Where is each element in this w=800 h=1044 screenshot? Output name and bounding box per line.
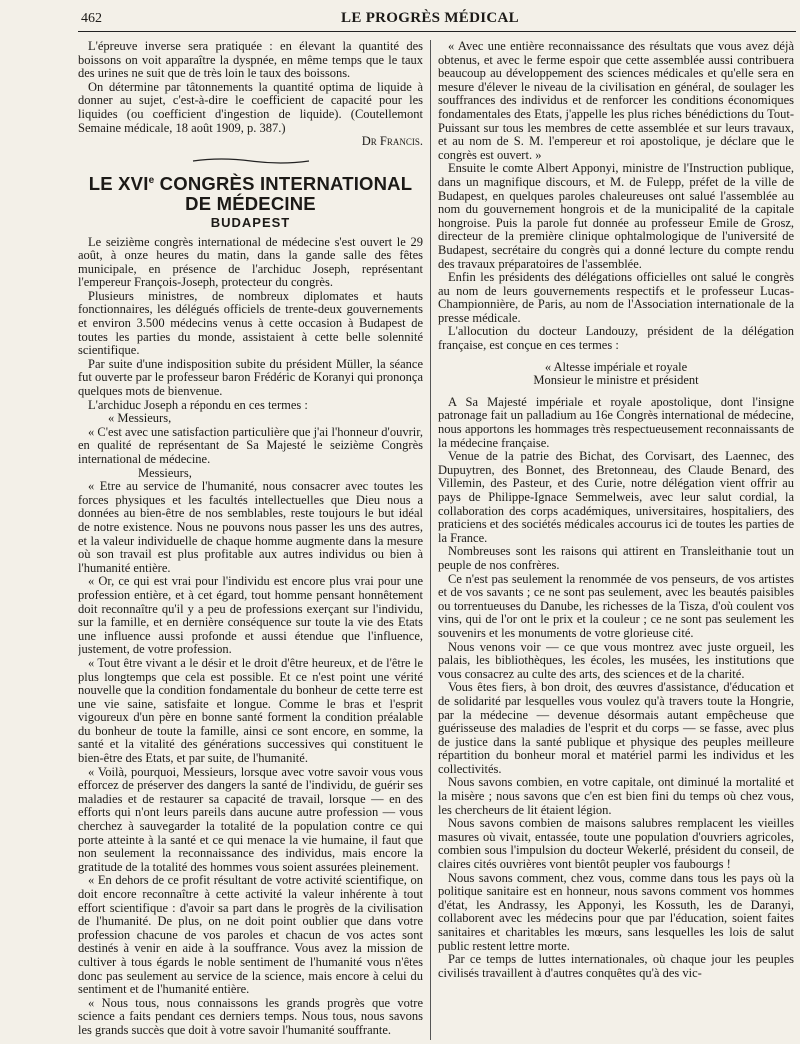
title-rest: CONGRÈS INTERNATIONAL DE MÉDECINE xyxy=(154,172,413,214)
title-ordinal: e xyxy=(148,174,155,186)
speech-paragraph: Ce n'est pas seulement la renommée de vos penseurs, de vos artistes et de vos savants ; ce ne sont pas seulement, avec les beautés paisibles ou torrentueuses du Danube, les richesses de la Tisza, d'où coulent vos vins, qui de l'or ont le prix et la couleur ; ce ne sont pas seulement les souvenirs et les monuments de votre glorieuse cité. xyxy=(438,571,794,640)
speech-paragraph: Nous savons combien de maisons salubres remplacent les vieilles masures où vivait, entassée, toute une population d'ouvriers agricoles, combien sous l'impulsion du docteur Wekerlé, président du conseil, de claires cités ouvrières vont bientôt peupler vos faubourgs ! xyxy=(438,816,794,872)
prev-article-paragraph: On détermine par tâtonnements la quantité optima de liquide à donner au sujet, c'est-à-dire le coefficient de capacité pour les liquides (ou coefficient d'ingestion de liquide). (Coutellemont Semaine médicale, 18 août 1909, p. 387.) xyxy=(78,79,423,135)
article-subtitle: BUDAPEST xyxy=(210,214,291,230)
page-number: 462 xyxy=(81,11,102,26)
article-title xyxy=(78,171,423,214)
speech-paragraph: « Voilà, pourquoi, Messieurs, lorsque avec votre savoir vous vous efforcez de préserver des dangers la santé de l'individu, de guérir ses maladies et de restaurer sa capacité de travail, lorsque — en des efforts qui n'ont leurs pareils dans aucune autre profession — vous cherchez à sauvegarder la totalité de la population contre ce qui porte atteinte à la santé et ce qui menace la vie humaine, il faut que non seulement la reconnaissance des individus, mais encore la gratitude de la totalité des hommes vous soient assurées pleinement. xyxy=(78,764,423,874)
speech-paragraph: Nous savons comment, chez vous, comme dans tous les pays où la politique sanitaire est en honneur, nous savons comment vos hommes d'état, les Andrassy, les Apponyi, les Kossuth, les de Daranyi, collaborent avec les médecins pour que par l'éducation, soient faites sanitaires et charitables les mœurs, sans lesquelles les lois de salut public restent lettre morte. xyxy=(438,870,794,953)
article-paragraph: Ensuite le comte Albert Apponyi, ministre de l'Instruction publique, dans un magnifique discours, et M. de Fulepp, préfet de la ville de Budapest, en quelques paroles chaleureuses ont salué l'assemblée au nom du gouvernement hongrois et de la municipalité de la capitale hongroise. Puis la parole fut donnée au professeur Emile de Grosz, directeur de la première clinique ophtalmologique de l'université de Budapest, secrétaire du congrès qui a donné lecture du compte rendu des travaux préparatoires de l'assemblée. xyxy=(438,161,794,271)
left-column xyxy=(78,40,423,1040)
prev-article-signature: Dr Francis. xyxy=(361,134,423,149)
speech-paragraph: « Nous tous, nous connaissons les grands progrès que votre science a faits pendant ces derniers temps. Nous tous, nous savons les grands succès que doit à votre savoir l'humanité souffrante. xyxy=(78,995,423,1037)
speech-paragraph: Nous savons combien, en votre capitale, ont diminué la mortalité et la misère ; nous savons que c'en est bien fini du temps où chez vous, les chercheurs de lit étaient légion. xyxy=(438,775,794,817)
salutation-line: « Altesse impériale et royale xyxy=(544,359,688,374)
speech-paragraph: « En dehors de ce profit résultant de votre activité scientifique, on doit encore reconnaître à cette activité la valeur inhérente à tout effort scientifique : d'avoir sa part dans le progrès de la civilisation de l'humanité. De plus, on ne doit point oublier que dans votre profession chacune de vos paroles et chacun de vos actes sont destinés à venir en aide à la souffrance. Vous avez la mission de cultiver à tous égards le noble sentiment de l'humanité vous n'êtes donc pas seulement au service de la science, mais encore à celui du sentiment et de l'humanité entière. xyxy=(78,873,423,997)
speech-paragraph: « Avec une entière reconnaissance des résultats que vous avez déjà obtenus, et avec le ferme espoir que cette assemblée aussi contribuera beaucoup au développement des sciences médicales et qu'elle sera en mesure d'élever le niveau de la civilisation en général, de soulager les souffrances des individus et de renforcer les conditions économiques fondamentales des Etats, j'appelle les plus riches bénédictions du Tout-Puissant sur tous les membres de cette assemblée et sur leurs travaux, et au nom de S. M. l'empereur et roi apostolique, je déclare que le congrès est ouvert. » xyxy=(438,40,794,162)
article-paragraph: L'allocution du docteur Landouzy, président de la délégation française, est conçue en ces termes : xyxy=(438,324,794,353)
running-title: LE PROGRÈS MÉDICAL xyxy=(341,10,519,26)
article-paragraph: L'archiduc Joseph a répondu en ces termes : xyxy=(88,397,308,412)
speech-paragraph: « C'est avec une satisfaction particulière que j'ai l'honneur d'ouvrir, en qualité de représentant de Sa Majesté le seizième Congrès international de médecine. xyxy=(78,424,423,466)
speech-address: Messieurs, xyxy=(138,465,192,480)
speech-paragraph: Par ce temps de luttes internationales, où chaque jour les peuples civilisés travaillent à d'autres conquêtes qu'à des vic- xyxy=(438,952,794,980)
article-paragraph: Plusieurs ministres, de nombreux diplomates et hauts fonctionnaires, les délégués officiels de trente-deux gouvernements et environ 3.500 médecins venus à cette occasion à Budapest de toutes les parties du monde, assistaient à cette belle solennité scientifique. xyxy=(78,288,423,358)
speech-paragraph: « Or, ce qui est vrai pour l'individu est encore plus vrai pour une profession entière, et à cet égard, tout homme pensant honnêtement doit reconnaître qu'il y a peu de professions exerçant sur l'individu, sur la famille, et en dernière conséquence sur toute la vie des Etats une influence aussi profonde et aussi étendue que l'influence, justement, de votre profession. xyxy=(78,574,423,657)
speech-paragraph: Vous êtes fiers, à bon droit, des œuvres d'assistance, d'éducation et de solidarité par lesquelles vous voulez qu'à travers toute la Hongrie, par la médecine — devenue désormais autant empêcheuse que guérisseuse des maladies de l'esprit et du corps — se fasse, avec plus de justice dans la santé publique et physique des peuples meilleure répartition du bonheur moral et matériel parmi les individus et les collectivités. xyxy=(438,680,794,776)
article-paragraph: Le seizième congrès international de médecine s'est ouvert le 29 août, à onze heures du matin, dans la gande salle des fêtes municipale, en présence de l'archiduc Joseph, représentant l'empereur François-Joseph, protecteur du congrès. xyxy=(78,234,423,290)
header-rule xyxy=(78,31,796,32)
article-paragraph: Enfin les présidents des délégations officielles ont salué le congrès au nom de leurs gouvernements respectifs et le professeur Lucas-Championnière, de Paris, au nom de l'Association internationale de la presse médicale. xyxy=(438,270,794,325)
speech-paragraph: Nous venons voir — ce que vous montrez avec juste orgueil, les palais, les bibliothèques, les écoles, les musées, les institutions que vous consacrez au culte des arts, des sciences et de la charité. xyxy=(438,639,794,681)
speech-paragraph: Venue de la patrie des Bichat, des Corvisart, des Laennec, des Dupuytren, des Bonnet, des Bretonneau, des Claude Benard, des Villemin, des Pasteur, et des Curie, notre délégation vient offrir au pays de Philippe-Ignace Semmelweis, avec leur salut cordial, la collaboration des corps académiques, universitaires, hospitaliers, des praticiens et des sociétés médicales accourus ici de toutes les parties de la France. xyxy=(438,449,794,545)
speech-paragraph: Nombreuses sont les raisons qui attirent en Transleithanie tout un peuple de nos confrères. xyxy=(438,544,794,572)
title-prefix: LE XVI xyxy=(88,172,149,194)
salutation-line: Monsieur le ministre et président xyxy=(533,373,699,388)
page-header xyxy=(0,0,800,34)
speech-paragraph: « Tout être vivant a le désir et le droit d'être heureux, et de l'être le plus longtemps que cela est possible. Et ce n'est point une vérité nouvelle que la condition fondamentale du bonheur de cette terre est une vie saine, satisfaite et longue. Comme le bras et l'esprit vigoureux d'un père en bonne santé forment la condition préalable du bonheur de toute la famille, ainsi ce sont encore, en somme, la santé et la vitalité des générations successives qui constituent le bien-être des Etats, et par suite, de l'humanité. xyxy=(78,655,423,766)
prev-article-paragraph: L'épreuve inverse sera pratiquée : en élevant la quantité des boissons on voit apparaître la dyspnée, en même temps que le taux des urines ne suit que de très loin le taux des boissons. xyxy=(78,40,423,81)
article-paragraph: Par suite d'une indisposition subite du président Müller, la séance fut ouverte par le professeur baron Frédéric de Koranyi qui prononça quelques mots de bienvenue. xyxy=(78,356,423,399)
column-divider xyxy=(430,40,431,1040)
speech-paragraph: « Etre au service de l'humanité, nous consacrer avec toutes les forces physiques et les facultés intellectuelles que Dieu nous a données au bien-être de nos semblables, reste toujours le but idéal de notre existence. Nous ne pouvons nous passer les uns des autres, et la valeur individuelle de chaque homme augmente dans la mesure où son travail est plus profitable aux autres individus ou bien à l'humanité entière. xyxy=(78,479,423,575)
speech-paragraph: A Sa Majesté impériale et royale apostolique, dont l'insigne patronage fait un palladium au 16e Congrès international de médecine, nous apportons les hommages très respectueusement reconnaissants de la médecine française. xyxy=(438,394,794,450)
right-column xyxy=(438,40,794,1040)
speech-opening: « Messieurs, xyxy=(108,411,172,426)
section-separator xyxy=(191,157,311,165)
